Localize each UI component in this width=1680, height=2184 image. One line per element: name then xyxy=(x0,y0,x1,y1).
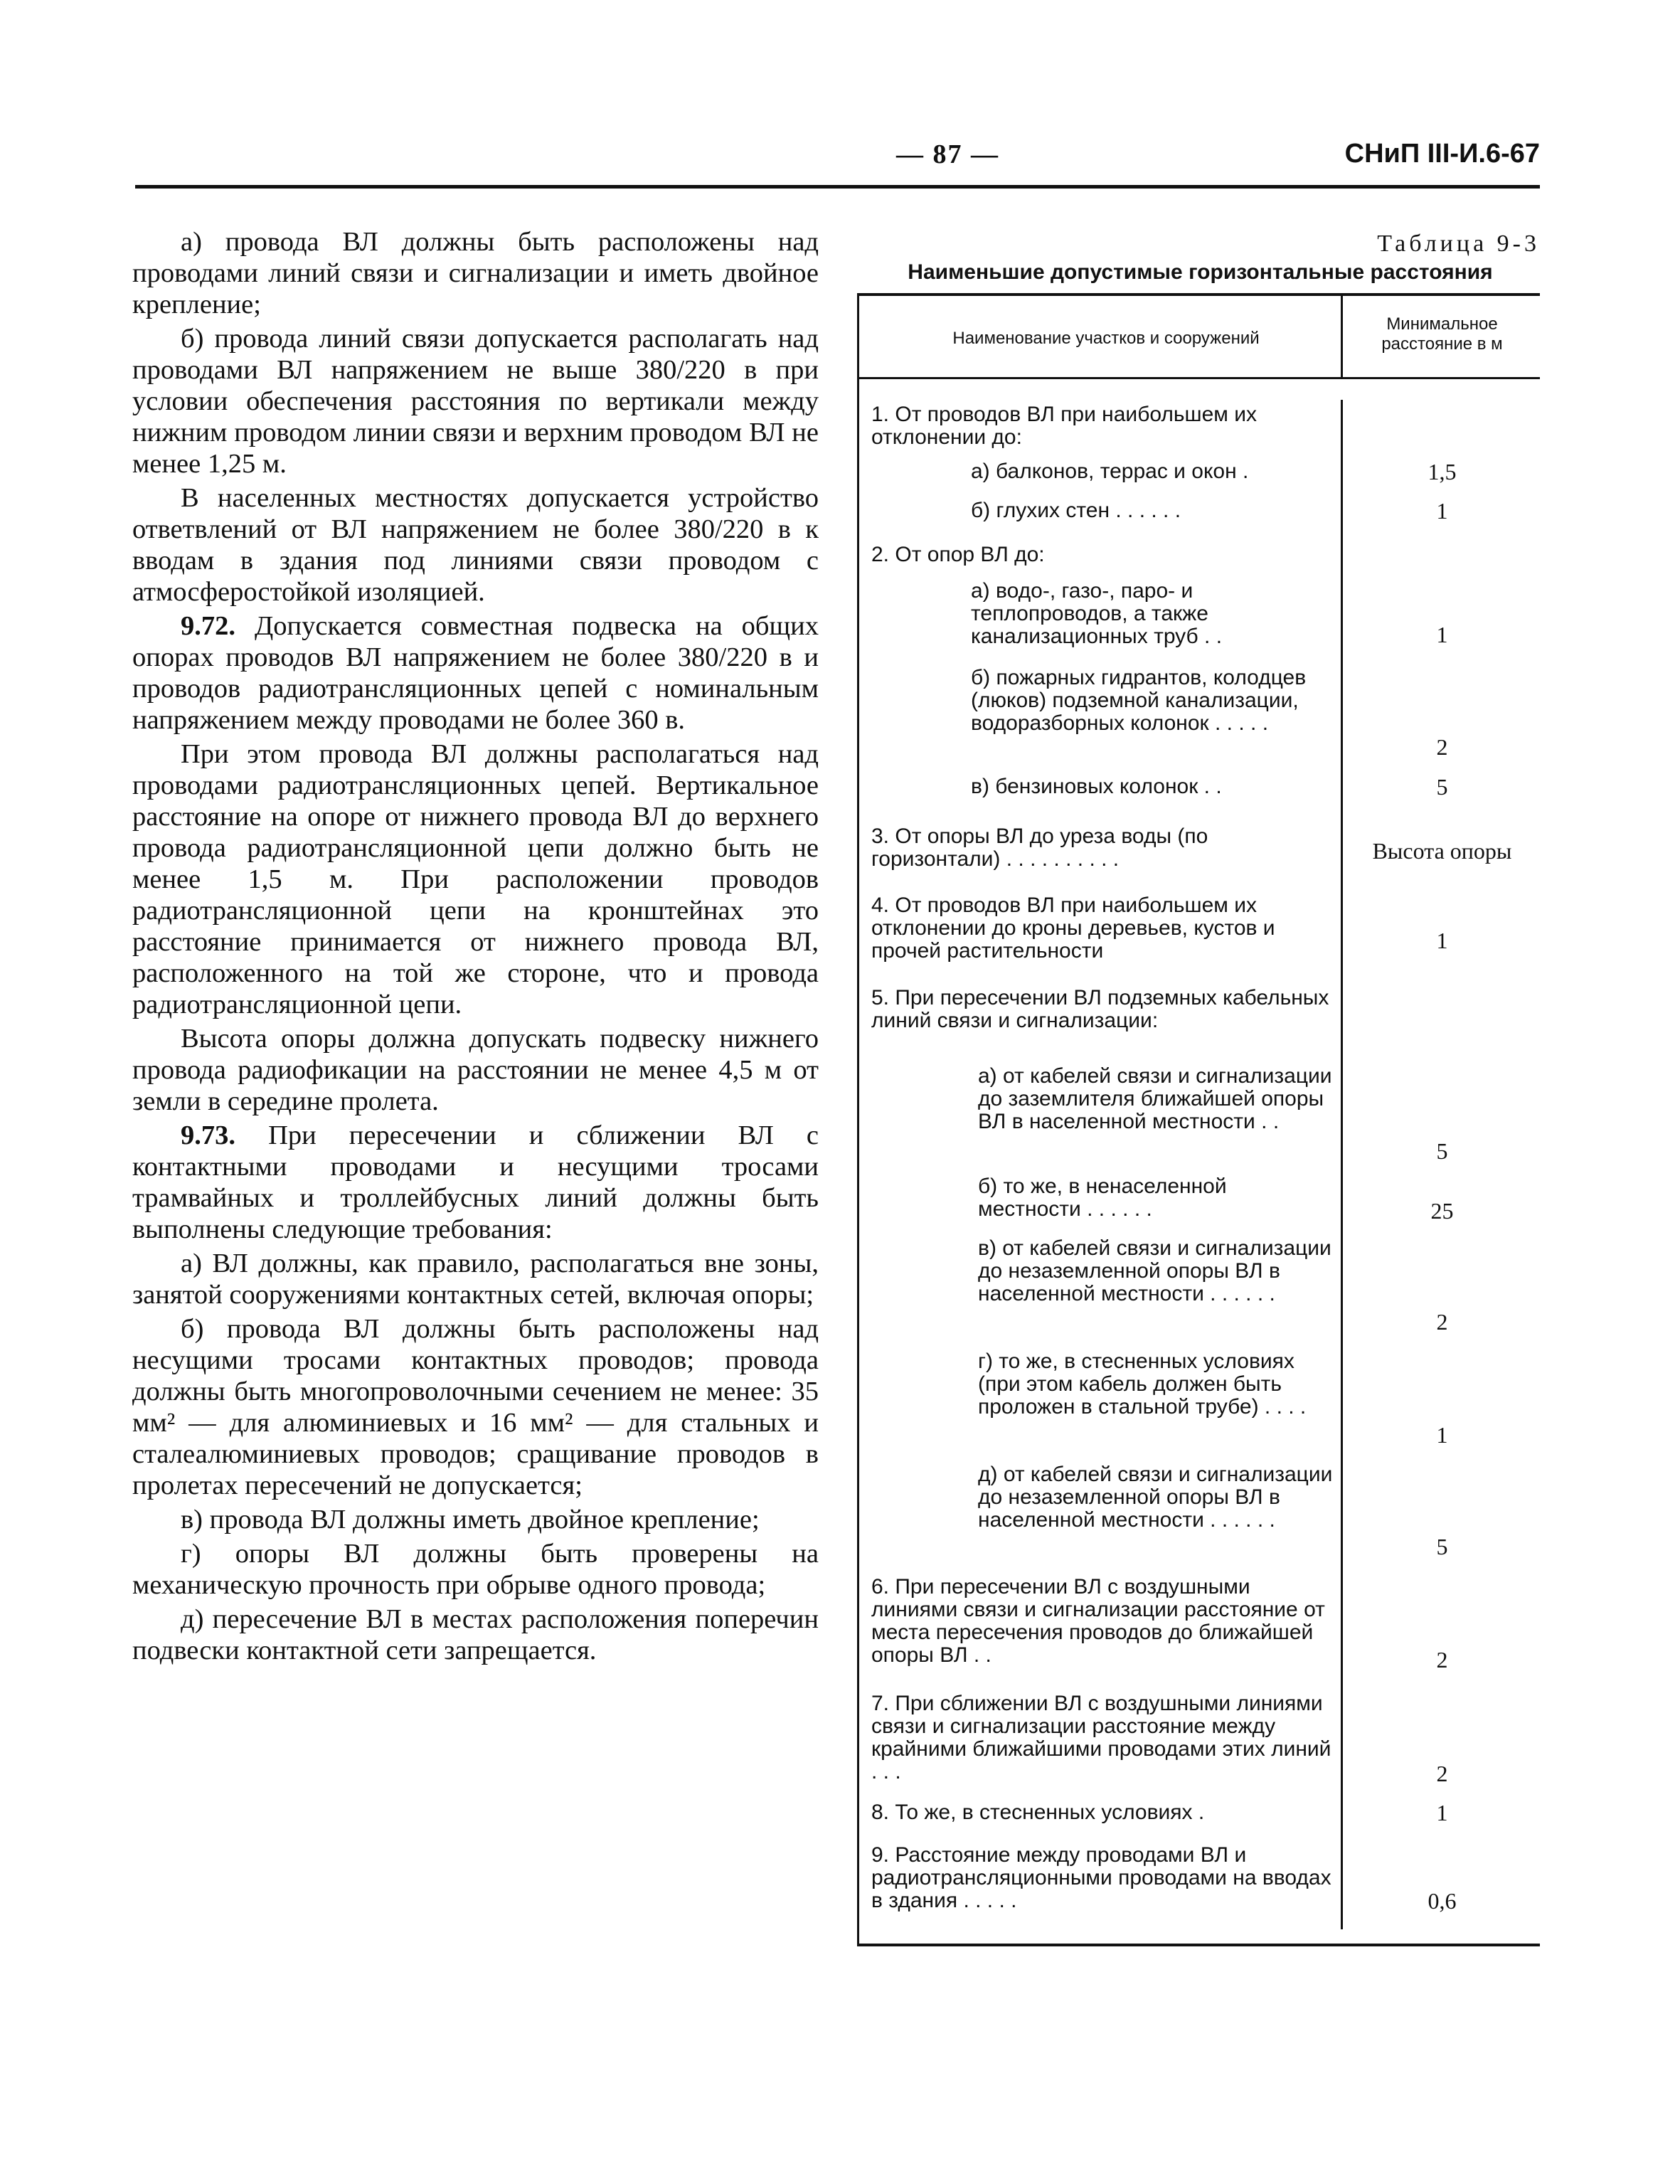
table-row: 1. От проводов ВЛ при наибольшем их отклонении до: xyxy=(871,403,1258,449)
paragraph-text: Допускается совместная подвеска на общих опорах проводов ВЛ напряжением не более 380/220 в и проводов радиотрансляционных цепей с номинальным напряжением между проводами не более 360 в. xyxy=(132,611,819,735)
paragraph: д) пересечение ВЛ в местах расположения поперечин подвески контактной сети запрещается. xyxy=(132,1604,819,1665)
paragraph xyxy=(132,1120,819,1245)
table-row: в) от кабелей связи и сигнализации до незаземленной опоры ВЛ в населенной местности . . . . . . xyxy=(978,1236,1331,1305)
table-row: г) то же, в стесненных условиях (при этом кабель должен быть проложен в стальной трубе) . . . . xyxy=(978,1350,1307,1419)
paragraph: г) опоры ВЛ должны быть проверены на механическую прочность при обрыве одного провода; xyxy=(132,1539,819,1600)
column-header-name: Наименование участков и сооружений xyxy=(952,329,1260,348)
paragraph: б) провода линий связи допускается располагать над проводами ВЛ напряжением не выше 380/220 в при условии обеспечения расстояния по вертикали между нижним проводом линии связи и верхним проводом ВЛ не менее 1,25 м. xyxy=(132,324,819,479)
table-row: 7. При сближении ВЛ с воздушными линиями связи и сигнализации расстояние между крайними ближайшими проводами этих линий . . . xyxy=(871,1692,1331,1783)
table-value: 5 xyxy=(1436,1534,1448,1559)
paragraph: В населенных местностях допускается устройство ответвлений от ВЛ напряжением не более 380/220 в к вводам в здания под линиями связи проводом с атмосферостойкой изоляцией. xyxy=(132,483,819,607)
table-caption: Таблица 9-3 xyxy=(1377,230,1540,257)
table-row: 8. То же, в стесненных условиях . xyxy=(871,1801,1205,1824)
clause-number: 9.72. xyxy=(181,611,235,641)
table-value: 5 xyxy=(1436,1138,1448,1164)
left-column-text xyxy=(132,226,819,1669)
table-value: 25 xyxy=(1430,1198,1454,1224)
table-row: 9. Расстояние между проводами ВЛ и радиотрансляционными проводами на вводах в здания . . . . . xyxy=(871,1843,1331,1912)
table-column-divider xyxy=(1341,293,1343,377)
table-value: 1 xyxy=(1436,1800,1448,1825)
paragraph xyxy=(132,610,819,736)
table-column-divider xyxy=(1341,400,1343,1929)
table-value: 2 xyxy=(1436,1309,1448,1335)
table-value: 1 xyxy=(1436,622,1448,647)
table-value: 2 xyxy=(1436,734,1448,760)
table-value: 2 xyxy=(1436,1761,1448,1786)
paragraph-text: При пересечении и сближении ВЛ с контактными проводами и несущими тросами трамвайных и троллейбусных линий должны быть выполнены следующие требования: xyxy=(132,1120,819,1244)
paragraph: Высота опоры должна допускать подвеску нижнего провода радиофикации на расстоянии не менее 4,5 м от земли в середине пролета. xyxy=(132,1024,819,1116)
table-row: б) пожарных гидрантов, колодцев (люков) подземной канализации, водоразборных колонок . . . . . xyxy=(971,666,1307,735)
table-row: б) глухих стен . . . . . . xyxy=(971,499,1181,522)
table-value: Высота опоры xyxy=(1372,838,1512,864)
page-header xyxy=(135,139,1540,184)
table-top-rule xyxy=(857,293,1540,296)
table-value: 2 xyxy=(1436,1647,1448,1673)
table-row: а) водо-, газо-, паро- и теплопроводов, а также канализационных труб . . xyxy=(971,579,1223,648)
table-row: 2. От опор ВЛ до: xyxy=(871,543,1045,566)
table-row: в) бензиновых колонок . . xyxy=(971,775,1222,798)
paragraph: а) ВЛ должны, как правило, располагаться вне зоны, занятой сооружениями контактных сетей, включая опоры; xyxy=(132,1249,819,1310)
table-value: 0,6 xyxy=(1428,1888,1457,1914)
table-row: 6. При пересечении ВЛ с воздушными линиями связи и сигнализации расстояние от места пересечения проводов до ближайшей опоры ВЛ . . xyxy=(871,1575,1325,1667)
table-row: 4. От проводов ВЛ при наибольшем их отклонении до кроны деревьев, кустов и прочей растительности xyxy=(871,894,1275,963)
column-header-value: Минимальное расстояние в м xyxy=(1381,314,1503,354)
table-row: б) то же, в ненаселенной местности . . . . . . xyxy=(978,1175,1227,1221)
table-left-border xyxy=(857,293,859,1946)
table-row: д) от кабелей связи и сигнализации до незаземленной опоры ВЛ в населенной местности . . . . . . xyxy=(978,1463,1333,1532)
table-row: 3. От опоры ВЛ до уреза воды (по горизонтали) . . . . . . . . . . xyxy=(871,825,1208,871)
distance-table xyxy=(857,293,1540,1951)
table-value: 5 xyxy=(1436,774,1448,800)
table-bottom-rule xyxy=(857,1944,1540,1946)
header-divider xyxy=(135,185,1540,189)
table-row: 5. При пересечении ВЛ подземных кабельных линий связи и сигнализации: xyxy=(871,986,1329,1032)
table-title: Наименьшие допустимые горизонтальные расстояния xyxy=(908,260,1493,284)
table-value: 1,5 xyxy=(1428,459,1457,484)
table-header-rule xyxy=(857,377,1540,379)
table-value: 1 xyxy=(1436,1422,1448,1448)
clause-number: 9.73. xyxy=(181,1120,235,1150)
paragraph: При этом провода ВЛ должны располагаться над проводами радиотрансляционных цепей. Вертикальное расстояние на опоре от нижнего провода ВЛ до верхнего провода радиотрансляционной цепи должно быть не менее 1,5 м. При расположении проводов радиотрансляционной цепи на кронштейнах это расстояние принимается от нижнего провода ВЛ, расположенного на той же стороне, что и провода радиотрансляционной цепи. xyxy=(132,739,819,1019)
page-number: — 87 — xyxy=(896,139,999,169)
paragraph: а) провода ВЛ должны быть расположены над проводами линий связи и сигнализации и иметь двойное крепление; xyxy=(132,227,819,319)
table-row: а) от кабелей связи и сигнализации до заземлителя ближайшей опоры ВЛ в населенной местности . . xyxy=(978,1064,1332,1133)
table-row: а) балконов, террас и окон . xyxy=(971,460,1249,483)
document-code: СНиП III-И.6-67 xyxy=(1344,139,1540,169)
table-value: 1 xyxy=(1436,498,1448,524)
table-value: 1 xyxy=(1436,928,1448,953)
paragraph: б) провода ВЛ должны быть расположены над несущими тросами контактных проводов; провода должны быть многопроволочными сечением не менее: 35 мм² — для алюминиевых и 16 мм² — для стальных и сталеалюминиевых проводов; сращивание проводов в пролетах пересечений не допускается; xyxy=(132,1314,819,1500)
paragraph: в) провода ВЛ должны иметь двойное крепление; xyxy=(181,1505,760,1534)
